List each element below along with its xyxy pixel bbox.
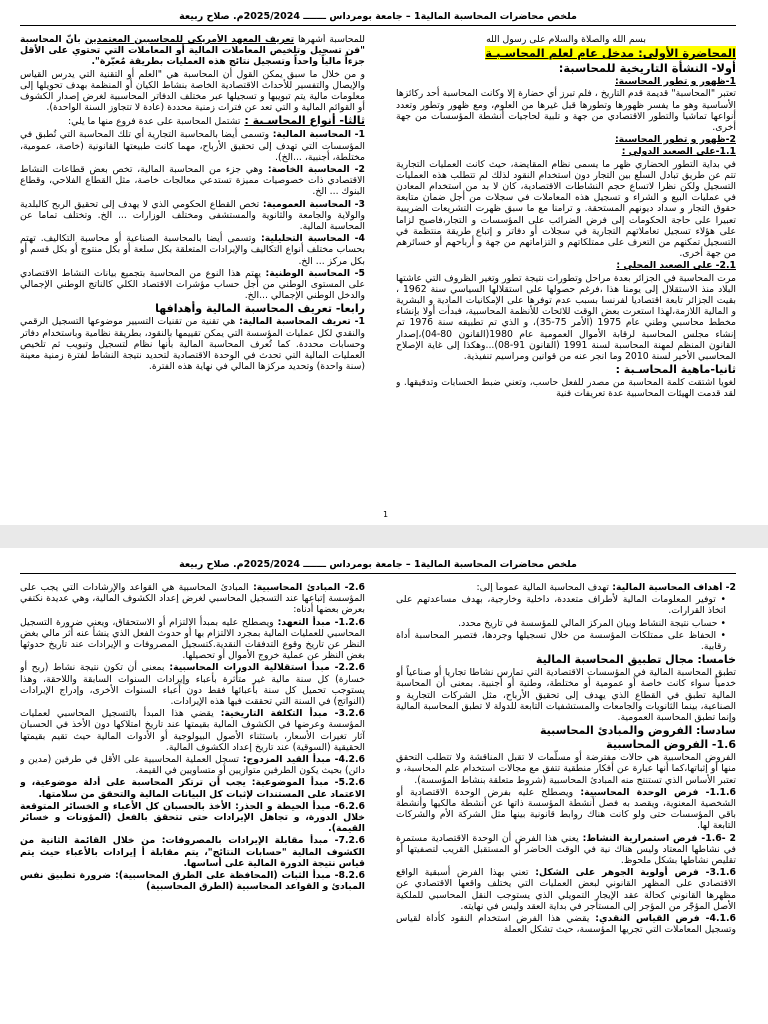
basmala: بسم الله والصلاة والسلام على رسول الله xyxy=(486,34,646,45)
paragraph: و من خلال ما سبق يمكن القول أن المحاسبة هي "العلم أو التقنية التي يدرس القياس والإيصال والتفسير للأحداث الاقتصادية الخاصة بنشاط الكيان أو المنظمة بهدف تحويلها إلى معلومات مالية يتم تبويبها و تسجيلها عبر مختلف الدفاتر المحاسبية لغرض إصدار الكشوف أو القوائم المالية و التي تعد عن فترات زمنية محددة (عادة لا تتجاوز السنة الواحدة). xyxy=(20,68,365,114)
paragraph: في بداية التطور الحضاري ظهر ما يسمى نظام المقايضة، حيث كانت العمليات التجارية تتم عن طريق تبادل السلع بين التجار دون استخدام النقود لذلك لم تتطلب هذه العمليات التسجيل ولكن نظرا لاتساع حجم النشاطات الاقتصادية، كان لا بد من استخدام المعادن في عمليات البيع و الشراء و تسجيل هذه المعاملات في سجلات من أجل ضمان متابعة حقوق التجار و سداد ديونهم المستحقة. و ترامنا مع ما سبق ظهرت التشريعات الضريبية تعبيرا على حاجة الحكومات إلى فرض الضرائب على المؤسسات و التجار،فاصبح لزاما على هؤلاء تسجيل تعاملاتهم التجارية في سجلات أو دفاتر و إتباع طريقة منتظمة في التسجيل تمكنهم من التعرف على ممتلكاتهم و التزاماتهم من جهة و أرباحهم أو خسائرهم من جهة أخرى. xyxy=(396,158,736,260)
section-title: ثالثا- أنواع المحاسـبة : تشتمل المحاسبة على عدة فروع منها ما يلي: xyxy=(67,114,365,128)
list-item: 8.2.6- مبدأ الثبات (المحافظة على الطرق المحاسبية): ضرورة تطبيق نفس المبادئ و القواعد المحاسبية (الطرق المحاسبية) xyxy=(20,870,365,893)
page-number: 1 xyxy=(383,510,389,519)
aicpa-definition-label: تعريف المعهد الأمريكي للمحاسبين المعتمدين xyxy=(84,34,295,45)
objectives-list xyxy=(396,594,736,652)
list-item: 7.2.6- مبدأ مقابلة الإيرادات بالمصروفات: من خلال القائمة الثانية من الكشوف المالية "حسابات النتائج"، يتم مقابلة أ إيرادات بالأعباء حيث يتم قياس نتيجة الدورة المالية على أساسها. xyxy=(20,835,365,869)
list-item: 1- المحاسبة المالية: وتسمى أيضا بالمحاسبة التجارية أي تلك المحاسبة التي تُطبق في المؤسسات التي تهدف إلى تحقيق الأرباح، مهما كانت طبيعتها القانونية (خاصة، عمومية، مختلطة، أجنبية، ...الخ). xyxy=(20,129,365,163)
paragraph: 1- تعريف المحاسبة المالية: هي تقنية من تقنيات التسيير موضوعها التسجيل الرقمي والنقدي لكل عمليات المؤسسة التي يمكن تقييمها بالنقود، بطريقة نظامية وباستخدام دفاتر وحسابات محددة. كما تُعرف المحاسبة المالية بأنها نظام لتسجيل وتبويب ثم تلخيص العمليات المالية التي تحدث في الوحدة الاقتصادية لتحديد نتيجة النشاط لفترة زمنية معينة (سنة واحدة) وتحديد مركزها المالي في نهاية هذه الفترة. xyxy=(20,316,365,373)
list-item: 2.2.6- مبدأ استقلالية الدورات المحاسبية: بمعنى أن تكون نتيجة نشاط (ربح أو خسارة) كل سنة مالية غير متأثرة بأعباء وإيرادات السنوات السابقة واللاحقة، وهذا يستوجب تحميل كل سنة بأعبائها فقط دون أعباء السنوات الأخرى، وإدراج الإيرادات (النواتج) في السنة التي تحققت فيها هذه الإيرادات. xyxy=(20,662,365,708)
document-page-2 xyxy=(0,548,768,1024)
right-column xyxy=(396,34,736,514)
page-gap xyxy=(0,525,768,548)
list-item: 5.2.6- مبدأ الموضوعية: يجب أن ترتكز المحاسبة على أدلة موضوعية، و الاعتماد على المستندات لإثبات كل البيانات المالية والتحقق من سلامتها. xyxy=(20,777,365,800)
list-item: 3.2.6- مبدأ التكلفة التاريخية: يقضي هذا المبدأ بالتسجيل المحاسبي لعمليات المؤسسة وعرضها في الكشوف المالية بقيمتها عند تاريخ امتلاكها دون الأخذ في الحسبان آثار تغيرات الأسعار، باستثناء الأصول البيولوجية أو الأدوات المالية حيث تقيم بقيمتها الحقيقية (السوقية) عند تاريخ إعداد الكشوف المالية. xyxy=(20,708,365,753)
page-header: ملخص محاضرات المحاسبة المالية1 – جامعة بومرداس ـــــــ 2025/2024م. صلاح ربيعة xyxy=(20,558,736,574)
list-item: 3.1.6- فرض أولوية الجوهر على الشكل: تعني بهذا الفرض أسبقية الواقع الاقتصادي على المظهر القانوني لبعض العمليات التي يختلف واقعها الاقتصادي عن مظهرها القانوني كحالة عقد الإيجار التمويلي الذي يستوجب النقل المحاسبي للملكية الأصل المؤجّر من المؤجر إلى المستأجر في بداية العقد وليس في نهايته. xyxy=(396,867,736,912)
lecture-title: المحاضرة الأولى: مدخل عام لعلم المحاسـبـة xyxy=(485,46,736,61)
list-item: 4.2.6- مبدأ القيد المزدوج: تسجل العملية المحاسبية على الأقل في طرفين (مدين و دائن) بحيث يكون الطرفين متوازيين أو متساويين في القيمة. xyxy=(20,754,365,777)
list-item: 4.1.6- فرض القياس النقدي: يقضي هذا الفرض استخدام النقود كأداة لقياس وتسجيل المعاملات التي تجريها المؤسسة، حيث تشكل العملة xyxy=(396,913,736,936)
list-item: 5- المحاسبة الوطنية: يهتم هذا النوع من المحاسبة بتجميع بيانات النشاط الاقتصادي على المستوى الوطني من أجل حساب مؤشرات الاقتصاد الكلي كالناتج الوطني الإجمالي والدخل الوطني الإجمالي ...الخ. xyxy=(20,267,365,302)
list-item: 1.1.6- فرض الوحدة المحاسبية: ويصطلح عليه بفرض الوحدة الاقتصادية أو الشخصية المعنوية، ويقصد به فصل أنشطة المؤسسة ذاتها عن أنشطة مالكيها وأنشطة باقي المؤسسات حتى ولو كانت هناك روابط قانونية بينها مثل الشركة الأم والشركات التابعة لها. xyxy=(396,786,736,832)
paragraph: 2.6- المبادئ المحاسبية: المبادئ المحاسبية هي القواعد والإرشادات التي يجب على المؤسسة إتباعها عند التسجيل المحاسبي لغرض إعداد الكشوف المالية، وهي عديدة نكتفي بعرض بعضها أدناه: xyxy=(20,582,365,616)
subsection-title: 2.1- على الصعيد المحلي : xyxy=(616,260,736,272)
section-title: سادسا: الفروض والمبادئ المحاسبية xyxy=(540,724,736,738)
list-item: • الحفاظ على ممتلكات المؤسسة من خلال تسجيلها وجردها، فتصير المحاسبة أداة رقابية. xyxy=(396,630,726,652)
paragraph: تعتبر "المحاسبة" قديمة قدم التاريخ ، فلم تبرز أي حضارة إلا وكانت المحاسبة أحد ركائزها الأساسية وهو ما يفسر ظهورها وتطورها قبل غيرها من العلوم، ومع ظهور وتطور وتعدد أنواعها تماشيا والتطور الاقتصادي من جهة و تلبية لحاجيات أنشطة المؤسسات من جهة أخرى. xyxy=(396,88,736,134)
list-item: 4- المحاسبة التحليلية: وتسمى أيضا بالمحاسبة الصناعية أو محاسبة التكاليف. تهتم بحساب مختلف أنواع التكاليف والإيرادات المتعلقة بكل سلعة أو بكل منتوج أو بكل قسم أو بكل مركز ... الخ. xyxy=(20,233,365,267)
list-item: • توفير المعلومات المالية لأطراف متعددة، داخلية وخارجية، بهدف مساعدتهم على اتخاذ القرارات. xyxy=(396,594,726,616)
right-column xyxy=(396,582,736,1022)
subsection-title: 2-ظهور و تطور المحاسبة: xyxy=(614,134,736,146)
section-title: أولا- النشأة التاريخية للمحاسبة: xyxy=(558,61,736,76)
list-item: 2 -1.6- فرض استمرارية النشاط: يعني هذا الفرض أن الوحدة الاقتصادية مستمرة في نشاطها المعتاد وليس هناك نية في الوقت الحاضر أو المستقبل القريب لتصفيتها أو تقليص نشاطها بشكل ملحوظ. xyxy=(396,832,736,867)
list-item: 3- المحاسبة العمومية: تخص القطاع الحكومي الذي لا يهدف إلى تحقيق الربح كالبلدية والولاية والجامعة والثانوية والمستشفى ومختلف الوزارات ... الخ. وتختلف تماما عن المحاسبة المالية. xyxy=(20,198,365,233)
list-item: 2- المحاسبة الخاصة: وهي جزء من المحاسبة المالية، تخص بعض قطاعات النشاط الاقتصادي ذات خصوصيات مميزة تستدعي معالجات خاصة، مثل القطاع الفلاحي، وقطاع البنوك ... الخ. xyxy=(20,164,365,198)
paragraph: مرت المحاسبة في الجزائر بعدة مراحل وتطورات نتيجة تطور وتغير الظروف التي عاشتها البلاد منذ الاستقلال إلى يومنا هذا ،فرغم حصولها على استقلالها السياسي سنة 1962 ، بقيت الجزائر تابعة اقتصاديا لفرنسا بسبب عدم توفرها على الإمكانيات المادية و البشرية و المالية اللازمة،لهذا استعرت بعض الوقت للائحات للأنظمة المحاسبية، فبدأت أولا بإنشاء مخطط محاسبي وطني عام 1975 (الأمر 75-35)، و الذي تم تطبيقه سنة 1976 تم إنشاء مجلس المحاسبة لرقابة الأموال العمومية عام 1980(القانون 80-04)،إصدار القانون المنظم لمهنة المحاسبة لسنة 1991 (القانون 91-08)...وهكذا إلى غاية الإصلاح المحاسبي الأخير لسنة 2010 وما انجر عنه من قوانين ومراسيم تنفيذية. xyxy=(396,272,736,363)
paragraph: تطبق المحاسبة المالية في المؤسسات الاقتصادية التي تمارس نشاطا تجاريا أو صناعياً أو خدمياً سواء كانت خاصة أو عمومية أو مختلطة، وطنية أو أجنبية. بمعنى أن المحاسبة المالية تطبق في القطاع الذي يهدف إلى تحقيق الأرباح، مثل الشركات التجارية و الصناعية، بينما الثانويات والجامعات والمستشفيات التابعة للدولة لا تطبق المحاسبة المالية وإنما تطبق المحاسبة العمومية. xyxy=(396,667,736,724)
subsection-title: 1.1-على الصعيد الدولي : xyxy=(621,146,736,158)
paragraph: 2- أهداف المحاسبة المالية: تهدف المحاسبة المالية عموماً إلى: xyxy=(476,582,736,593)
left-column xyxy=(20,582,365,1022)
paragraph: لغويا اشتقت كلمة المحاسبة من مصدر للفعل حاسب، وتعني ضبط الحسابات وتدقيقها. و لقد قدمت الهيئات المحاسبية عدة تعريفات فنية xyxy=(396,377,736,400)
section-title: رابعا- تعريف المحاسبة المالية وأهدافها xyxy=(155,302,365,316)
subsection-title: 1.6- الفروض المحاسبية xyxy=(606,738,736,752)
subsection-title: 1-ظهور و تطور المحاسبة: xyxy=(614,76,736,88)
list-item: 1.2.6- مبدأ التعهد: ويصطلح عليه بمبدأ الالتزام أو الاستحقاق، ويعني ضرورة التسجيل المحاسبي للعمليات المالية بمجرد الالتزام بها أو حدوث الفعل الذي ينشأ عنه أثر مالي بغض النظر عن تاريخ وقوع التدفقات النقدية.كتسجيل المصروفات و الإيرادات عند تاريخ حدوثها بغض النظر عن عملية خروج الأموال أو تحصيلها. xyxy=(20,616,365,662)
list-item: • حساب نتيجة النشاط وبيان المركز المالي للمؤسسة في تاريخ محدد. xyxy=(396,618,726,629)
paragraph: الفروض المحاسبية هي حالات مفترضة أو مسلّمات لا تقبل المناقشة ولا تتطلب التحقق منها أو إثباتها،كما أنها عبارة عن أفكار منطقية تتفق مع مجالات استخدام علم المحاسبة، و تعتبر الأساس الذي تستنتج منه المبادئ المحاسبية (شروط متعلقة بنشاط المؤسسة). xyxy=(396,752,736,786)
paragraph: للمحاسبة أشهرها تعريف المعهد الأمريكي للمحاسبين المعتمدين بأنّ المحاسبة "فن تسجيل وتلخيص المعاملات المالية أو المعاملات التي تحتوي على الأقل جزءاً مالياً واحداً وتسجيل نتائج هذه العمليات بطريقة مُعبّرة". xyxy=(20,34,365,68)
section-title: ثانيا-ماهية المحاسـبة : xyxy=(615,363,736,377)
page-header: ملخص محاضرات المحاسبة المالية1 – جامعة بومرداس ـــــــ 2025/2024م. صلاح ربيعة xyxy=(20,10,736,26)
list-item: 6.2.6- مبدأ الحيطة و الحذر: الأخذ بالحسبان كل الأعباء و الخسائر المتوقعة خلال الدورة، و تجاهل الإيرادات حتى تتحقق بالفعل (المؤونات و خسائر القيمة). xyxy=(20,800,365,835)
left-column xyxy=(20,34,365,514)
section-title: خامسا: مجال تطبيق المحاسبة المالية xyxy=(535,653,736,667)
